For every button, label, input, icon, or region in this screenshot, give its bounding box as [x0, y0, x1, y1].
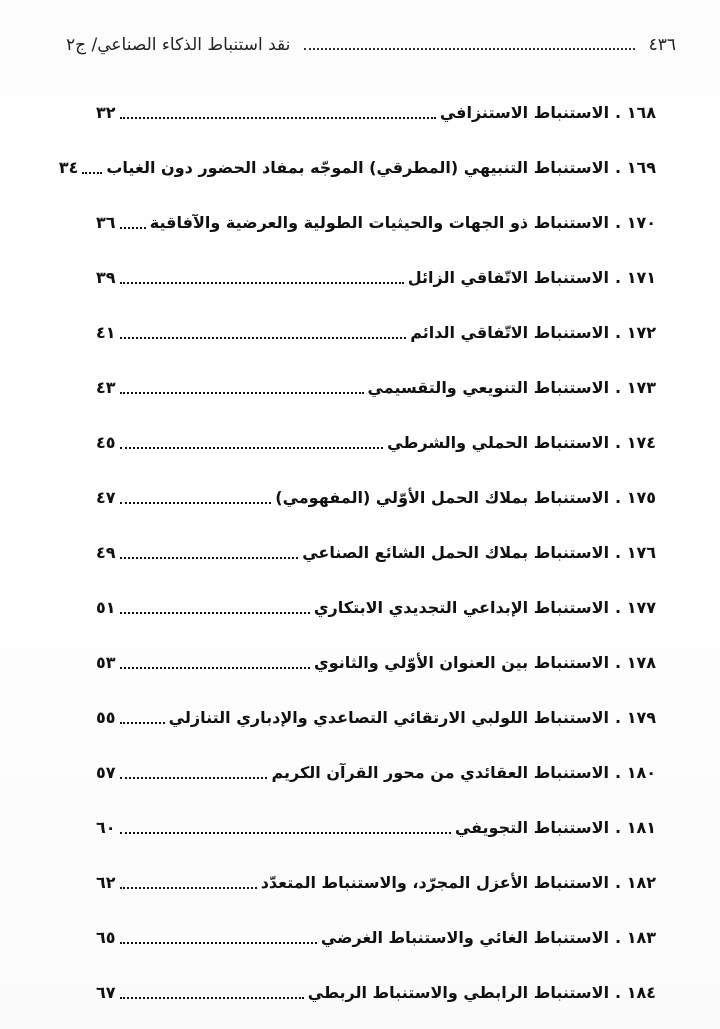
toc-entry-title: الاستنباط التنبيهي (المطرقي) الموجّه بمفاد الحضور دون الغياب [106, 158, 610, 177]
toc-entry-number: ١٧٢ . [615, 323, 656, 342]
toc-entry-number: ١٧٧ . [615, 598, 656, 617]
toc-entry-page-number: ٦٠ [96, 818, 116, 837]
toc-entry [58, 140, 656, 195]
toc-leader-dots [120, 447, 384, 449]
toc-entry-title: الاستنباط الغائي والاستنباط الغرضي [320, 928, 610, 947]
toc-entry [96, 965, 656, 1020]
toc-entry-number: ١٧٩ . [615, 708, 656, 727]
toc-leader-dots [82, 172, 102, 174]
toc-leader-dots [120, 557, 299, 559]
toc-leader-dots [120, 997, 304, 999]
toc-entry-number: ١٧٥ . [615, 488, 656, 507]
table-of-contents [58, 85, 656, 1020]
toc-entry-number: ١٨٣ . [615, 928, 656, 947]
toc-entry-title: الاستنباط العقائدي من محور القرآن الكريم [271, 763, 610, 782]
toc-entry-number: ١٨٠ . [615, 763, 656, 782]
page-number: ٤٣٦ [648, 35, 676, 55]
toc-entry [96, 195, 656, 250]
toc-entry-title: الاستنباط الأعزل المجرّد، والاستنباط المتعدّد [260, 873, 610, 892]
toc-entry [96, 305, 656, 360]
toc-entry-page-number: ٦٢ [96, 873, 116, 892]
toc-leader-dots [120, 722, 165, 724]
toc-entry [96, 525, 656, 580]
toc-entry-page-number: ٤٣ [96, 378, 116, 397]
toc-leader-dots [120, 282, 404, 284]
header-leader-dots [304, 48, 634, 50]
toc-leader-dots [120, 337, 407, 339]
toc-entry-number: ١٦٨ . [615, 103, 656, 122]
toc-entry-page-number: ٤٩ [96, 543, 116, 562]
toc-entry-title: الاستنباط التجويفي [454, 818, 610, 837]
toc-entry [96, 635, 656, 690]
toc-entry-number: ١٧٠ . [615, 213, 656, 232]
toc-entry-number: ١٨٢ . [615, 873, 656, 892]
toc-entry-number: ١٧٦ . [615, 543, 656, 562]
toc-entry-title: الاستنباط التنويعي والتقسيمي [367, 378, 610, 397]
toc-entry-number: ١٦٩ . [615, 158, 656, 177]
toc-entry-title: الاستنباط الاتّفاقي الدائم [410, 323, 610, 342]
toc-entry-number: ١٨١ . [615, 818, 656, 837]
toc-entry [96, 800, 656, 855]
toc-entry-title: الاستنباط الحملي والشرطي [387, 433, 610, 452]
toc-entry-page-number: ٥٧ [96, 763, 116, 782]
toc-entry [96, 415, 656, 470]
toc-entry-number: ١٨٤ . [615, 983, 656, 1002]
toc-entry-page-number: ٥١ [96, 598, 116, 617]
toc-leader-dots [120, 942, 317, 944]
toc-entry-number: ١٧٣ . [615, 378, 656, 397]
toc-entry [96, 470, 656, 525]
toc-leader-dots [120, 117, 436, 119]
toc-leader-dots [120, 887, 257, 889]
toc-entry-title: الاستنباط اللولبي الارتقائي التصاعدي والإدباري التنازلي [168, 708, 610, 727]
toc-entry-title: الاستنباط بملاك الحمل الأوّلي (المفهومي) [275, 488, 610, 507]
toc-entry [96, 85, 656, 140]
toc-entry [96, 250, 656, 305]
toc-entry-title: الاستنباط الاستنزافي [439, 103, 610, 122]
toc-entry-page-number: ٥٣ [96, 653, 116, 672]
toc-entry-page-number: ٣٤ [58, 158, 79, 177]
toc-entry-title: الاستنباط ذو الجهات والحيثيات الطولية والعرضية والآفاقية [149, 213, 610, 232]
toc-entry-title: الاستنباط بين العنوان الأوّلي والثانوي [314, 653, 610, 672]
toc-leader-dots [120, 227, 146, 229]
toc-entry-page-number: ٦٧ [96, 983, 116, 1002]
toc-entry-title: الاستنباط الرابطي والاستنباط الربطي [307, 983, 610, 1002]
toc-entry-number: ١٧٤ . [615, 433, 656, 452]
toc-entry-title: الاستنباط بملاك الحمل الشائع الصناعي [302, 543, 610, 562]
toc-entry [96, 360, 656, 415]
toc-entry-page-number: ٤١ [96, 323, 116, 342]
toc-leader-dots [120, 832, 451, 834]
toc-leader-dots [120, 392, 364, 394]
toc-leader-dots [120, 612, 310, 614]
toc-entry-page-number: ٤٥ [96, 433, 116, 452]
toc-leader-dots [120, 667, 311, 669]
toc-entry-page-number: ٣٢ [96, 103, 116, 122]
toc-entry-page-number: ٤٧ [96, 488, 116, 507]
toc-entry-title: الاستنباط الإبداعي التجديدي الابتكاري [313, 598, 610, 617]
toc-entry [96, 745, 656, 800]
toc-entry [96, 910, 656, 965]
toc-entry-number: ١٧١ . [615, 268, 656, 287]
toc-entry [96, 690, 656, 745]
toc-entry-number: ١٧٨ . [615, 653, 656, 672]
toc-entry-title: الاستنباط الاتّفاقي الزائل [407, 268, 610, 287]
toc-entry [96, 855, 656, 910]
toc-entry-page-number: ٥٥ [96, 708, 116, 727]
toc-entry [96, 580, 656, 635]
toc-entry-page-number: ٦٥ [96, 928, 116, 947]
toc-leader-dots [120, 502, 272, 504]
toc-entry-page-number: ٣٩ [96, 268, 116, 287]
page-header [66, 30, 676, 60]
toc-entry-page-number: ٣٦ [96, 213, 116, 232]
running-title: نقد استنباط الذكاء الصناعي/ ج٢ [66, 35, 291, 55]
toc-leader-dots [120, 777, 268, 779]
